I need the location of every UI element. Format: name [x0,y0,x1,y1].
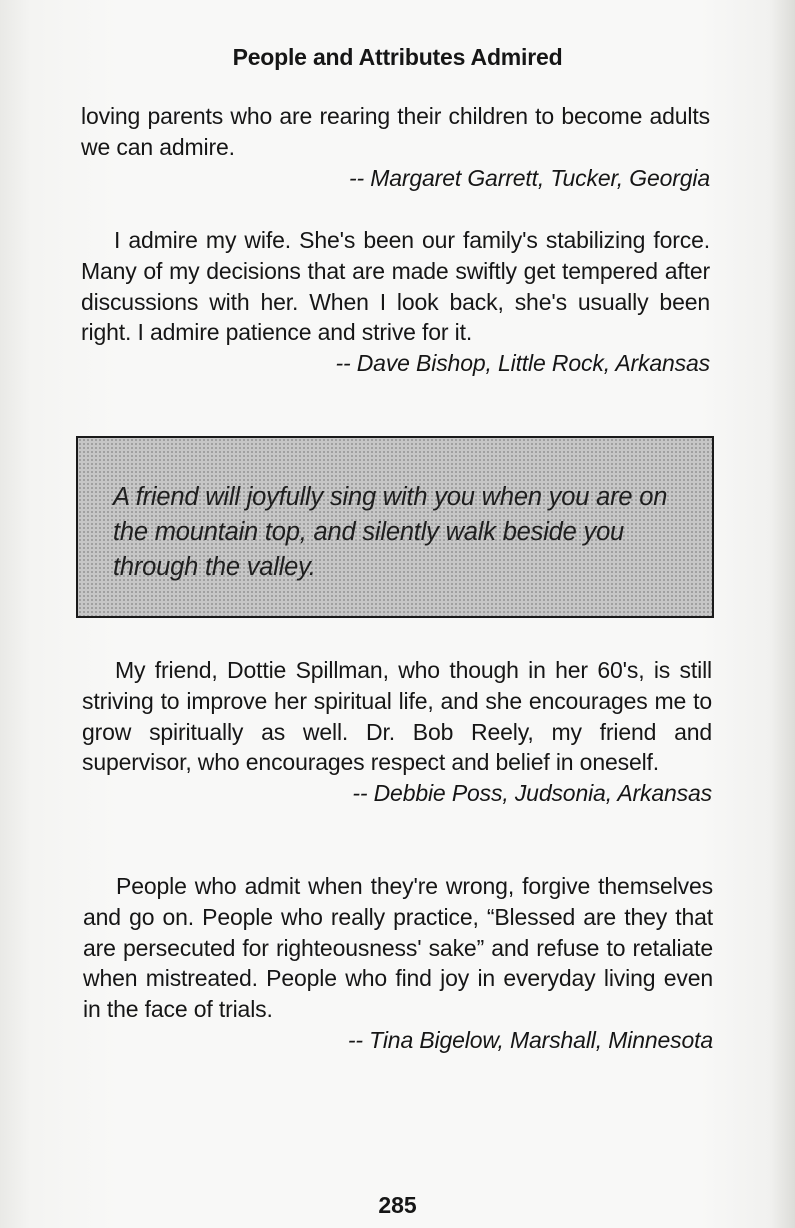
entry-text: People who admit when they're wrong, forgive themselves and go on. People who really practice, “Blessed are they that are persecuted for righteousness' sake” and refuse to retaliate when mistreated. People who find joy in everyday living even in the face of trials. [83,873,713,1023]
entry-attribution: -- Margaret Garrett, Tucker, Georgia [348,164,710,191]
entry-bigelow [83,871,713,1056]
page-number: 285 [378,1192,417,1218]
highlight-quote-box [76,436,714,618]
entry-bishop [81,225,710,379]
entry-garrett [81,101,710,193]
entry-attribution: -- Dave Bishop, Little Rock, Arkansas [335,350,710,377]
page-title: People and Attributes Admired [232,44,563,70]
entry-text: My friend, Dottie Spillman, who though in her 60's, is still striving to improve her spiritual life, and she encourages me to grow spiritually as well. Dr. Bob Reely, my friend and supervisor, who encourages respect and belief in oneself. [82,657,712,776]
entry-attribution: -- Debbie Poss, Judsonia, Arkansas [352,780,712,807]
highlight-quote-text: A friend will joyfully sing with you when you are on the mountain top, and silently walk beside you through the valley. [113,483,668,581]
entry-text: I admire my wife. She's been our family's stabilizing force. Many of my decisions that are made swiftly get tempered after discussions with her. When I look back, she's usually been right. I admire patience and strive for it. [81,227,710,346]
entry-poss [82,655,712,809]
entry-attribution: -- Tina Bigelow, Marshall, Minnesota [347,1026,713,1053]
entry-text: loving parents who are rearing their children to become adults we can admire. [81,103,710,160]
